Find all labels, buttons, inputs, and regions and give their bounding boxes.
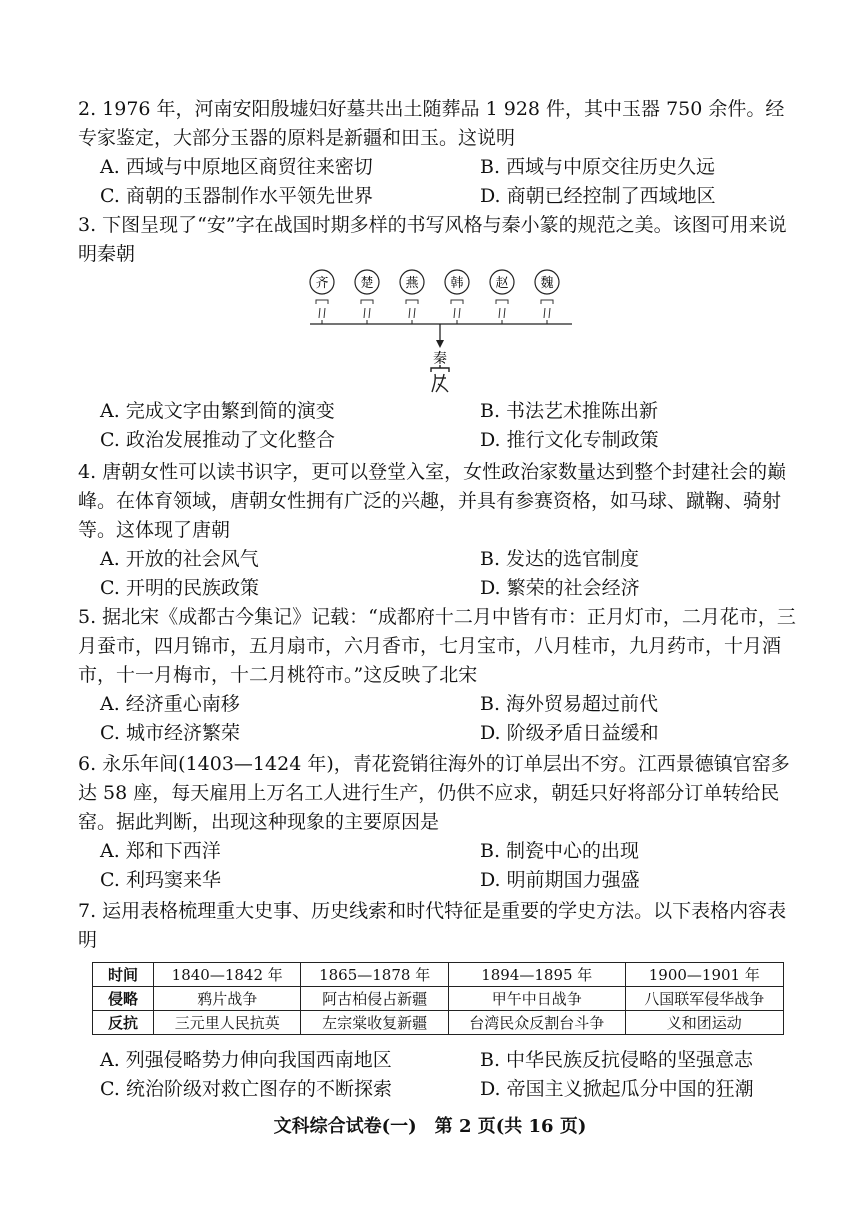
option-b: B. 中华民族反抗侵略的坚强意志 xyxy=(480,1049,754,1071)
question-7 xyxy=(78,897,798,955)
question-stem: 5. 据北宋《成都古今集记》记载：“成都府十二月中皆有市：正月灯市，二月花市，三月蚕市，四月锦市，五月扇市，六月香市，七月宝市，八月桂市，九月药市，十月酒市，十一月梅市，十二月桃符市。”这反映了北宋 xyxy=(78,606,796,686)
table-cell: 甲午中日战争 xyxy=(448,987,625,1011)
table-row xyxy=(93,963,784,987)
an-glyph-variant xyxy=(496,300,508,318)
question-stem: 7. 运用表格梳理重大史事、历史线索和时代特征是重要的学史方法。以下表格内容表明 xyxy=(78,900,787,951)
table-row xyxy=(93,987,784,1011)
table-cell: 义和团运动 xyxy=(625,1011,783,1035)
state-2 xyxy=(400,270,424,324)
option-c: C. 利玛窦来华 xyxy=(100,869,221,891)
state-label: 楚 xyxy=(360,276,374,291)
option-a: A. 经济重心南移 xyxy=(100,693,240,715)
option-c: C. 开明的民族政策 xyxy=(100,577,259,599)
history-table xyxy=(92,962,784,1035)
question-6 xyxy=(78,750,798,895)
table-cell: 1840—1842 年 xyxy=(154,963,301,987)
option-b: B. 发达的选官制度 xyxy=(480,548,640,570)
row-header: 侵略 xyxy=(93,987,154,1011)
options xyxy=(100,153,798,211)
row-header: 时间 xyxy=(93,963,154,987)
option-b: B. 书法艺术推陈出新 xyxy=(480,400,659,422)
state-label: 齐 xyxy=(315,276,329,291)
an-character-figure xyxy=(300,268,580,396)
question-stem: 4. 唐朝女性可以读书识字，更可以登堂入室，女性政治家数量达到整个封建社会的巅峰。在体育领域，唐朝女性拥有广泛的兴趣，并具有参赛资格，如马球、蹴鞠、骑射等。这体现了唐朝 xyxy=(78,461,787,541)
an-glyph-variant xyxy=(451,300,463,318)
table-cell: 台湾民众反割台斗争 xyxy=(448,1011,625,1035)
state-label: 燕 xyxy=(405,276,419,291)
table-cell: 1894—1895 年 xyxy=(448,963,625,987)
question-7-options xyxy=(78,1046,798,1104)
state-label: 韩 xyxy=(450,276,464,291)
state-1 xyxy=(355,270,379,324)
question-3-options xyxy=(78,397,798,455)
qin-seal-character xyxy=(431,365,449,392)
option-a: A. 完成文字由繁到简的演变 xyxy=(100,400,335,422)
table-row xyxy=(93,1011,784,1035)
option-c: C. 商朝的玉器制作水平领先世界 xyxy=(100,185,373,207)
option-c: C. 统治阶级对救亡图存的不断探索 xyxy=(100,1078,392,1100)
option-d: D. 阶级矛盾日益缓和 xyxy=(480,722,659,744)
table-cell: 1865—1878 年 xyxy=(301,963,448,987)
state-label: 赵 xyxy=(495,276,509,291)
question-4 xyxy=(78,458,798,603)
option-b: B. 海外贸易超过前代 xyxy=(480,693,659,715)
table-cell: 八国联军侵华战争 xyxy=(625,987,783,1011)
option-d: D. 帝国主义掀起瓜分中国的狂潮 xyxy=(480,1078,754,1100)
table-cell: 阿古柏侵占新疆 xyxy=(301,987,448,1011)
question-stem: 6. 永乐年间(1403—1424 年)，青花瓷销往海外的订单层出不穷。江西景德镇官窑多达 58 座，每天雇用上万名工人进行生产，仍供不应求，朝廷只好将部分订单转给民窑。据此判断，出现这种现象的主要原因是 xyxy=(78,753,790,833)
state-label: 魏 xyxy=(540,276,554,291)
state-4 xyxy=(490,270,514,324)
option-a: A. 西域与中原地区商贸往来密切 xyxy=(100,156,373,178)
an-glyph-variant xyxy=(406,300,418,318)
qin-label: 秦 xyxy=(433,351,447,367)
option-c: C. 城市经济繁荣 xyxy=(100,722,240,744)
option-b: B. 制瓷中心的出现 xyxy=(480,840,640,862)
question-5 xyxy=(78,603,798,748)
an-glyph-variant xyxy=(361,300,373,318)
option-b: B. 西域与中原交往历史久远 xyxy=(480,156,716,178)
an-glyph-variant xyxy=(316,300,328,318)
row-header: 反抗 xyxy=(93,1011,154,1035)
option-c: C. 政治发展推动了文化整合 xyxy=(100,429,335,451)
table-cell: 三元里人民抗英 xyxy=(154,1011,301,1035)
options xyxy=(100,545,798,603)
option-d: D. 商朝已经控制了西域地区 xyxy=(480,185,716,207)
question-stem: 3. 下图呈现了“安”字在战国时期多样的书写风格与秦小篆的规范之美。该图可用来说明秦朝 xyxy=(78,214,787,265)
option-a: A. 开放的社会风气 xyxy=(100,548,259,570)
question-stem: 2. 1976 年，河南安阳殷墟妇好墓共出土随葬品 1 928 件，其中玉器 750 余件。经专家鉴定，大部分玉器的原料是新疆和田玉。这说明 xyxy=(78,98,785,149)
option-a: A. 列强侵略势力伸向我国西南地区 xyxy=(100,1049,392,1071)
table-cell: 左宗棠收复新疆 xyxy=(301,1011,448,1035)
state-3 xyxy=(445,270,469,324)
table-cell: 鸦片战争 xyxy=(154,987,301,1011)
options xyxy=(100,690,798,748)
option-d: D. 明前期国力强盛 xyxy=(480,869,640,891)
question-2 xyxy=(78,95,798,211)
page-footer: 文科综合试卷(一) 第 2 页(共 16 页) xyxy=(273,1116,587,1137)
table-cell: 1900—1901 年 xyxy=(625,963,783,987)
options xyxy=(100,837,798,895)
state-0 xyxy=(310,270,334,324)
options xyxy=(100,1046,798,1104)
question-3 xyxy=(78,211,798,269)
an-glyph-variant xyxy=(541,300,553,318)
option-d: D. 推行文化专制政策 xyxy=(480,429,659,451)
options xyxy=(100,397,798,455)
state-5 xyxy=(535,270,559,324)
option-d: D. 繁荣的社会经济 xyxy=(480,577,640,599)
option-a: A. 郑和下西洋 xyxy=(100,840,221,862)
